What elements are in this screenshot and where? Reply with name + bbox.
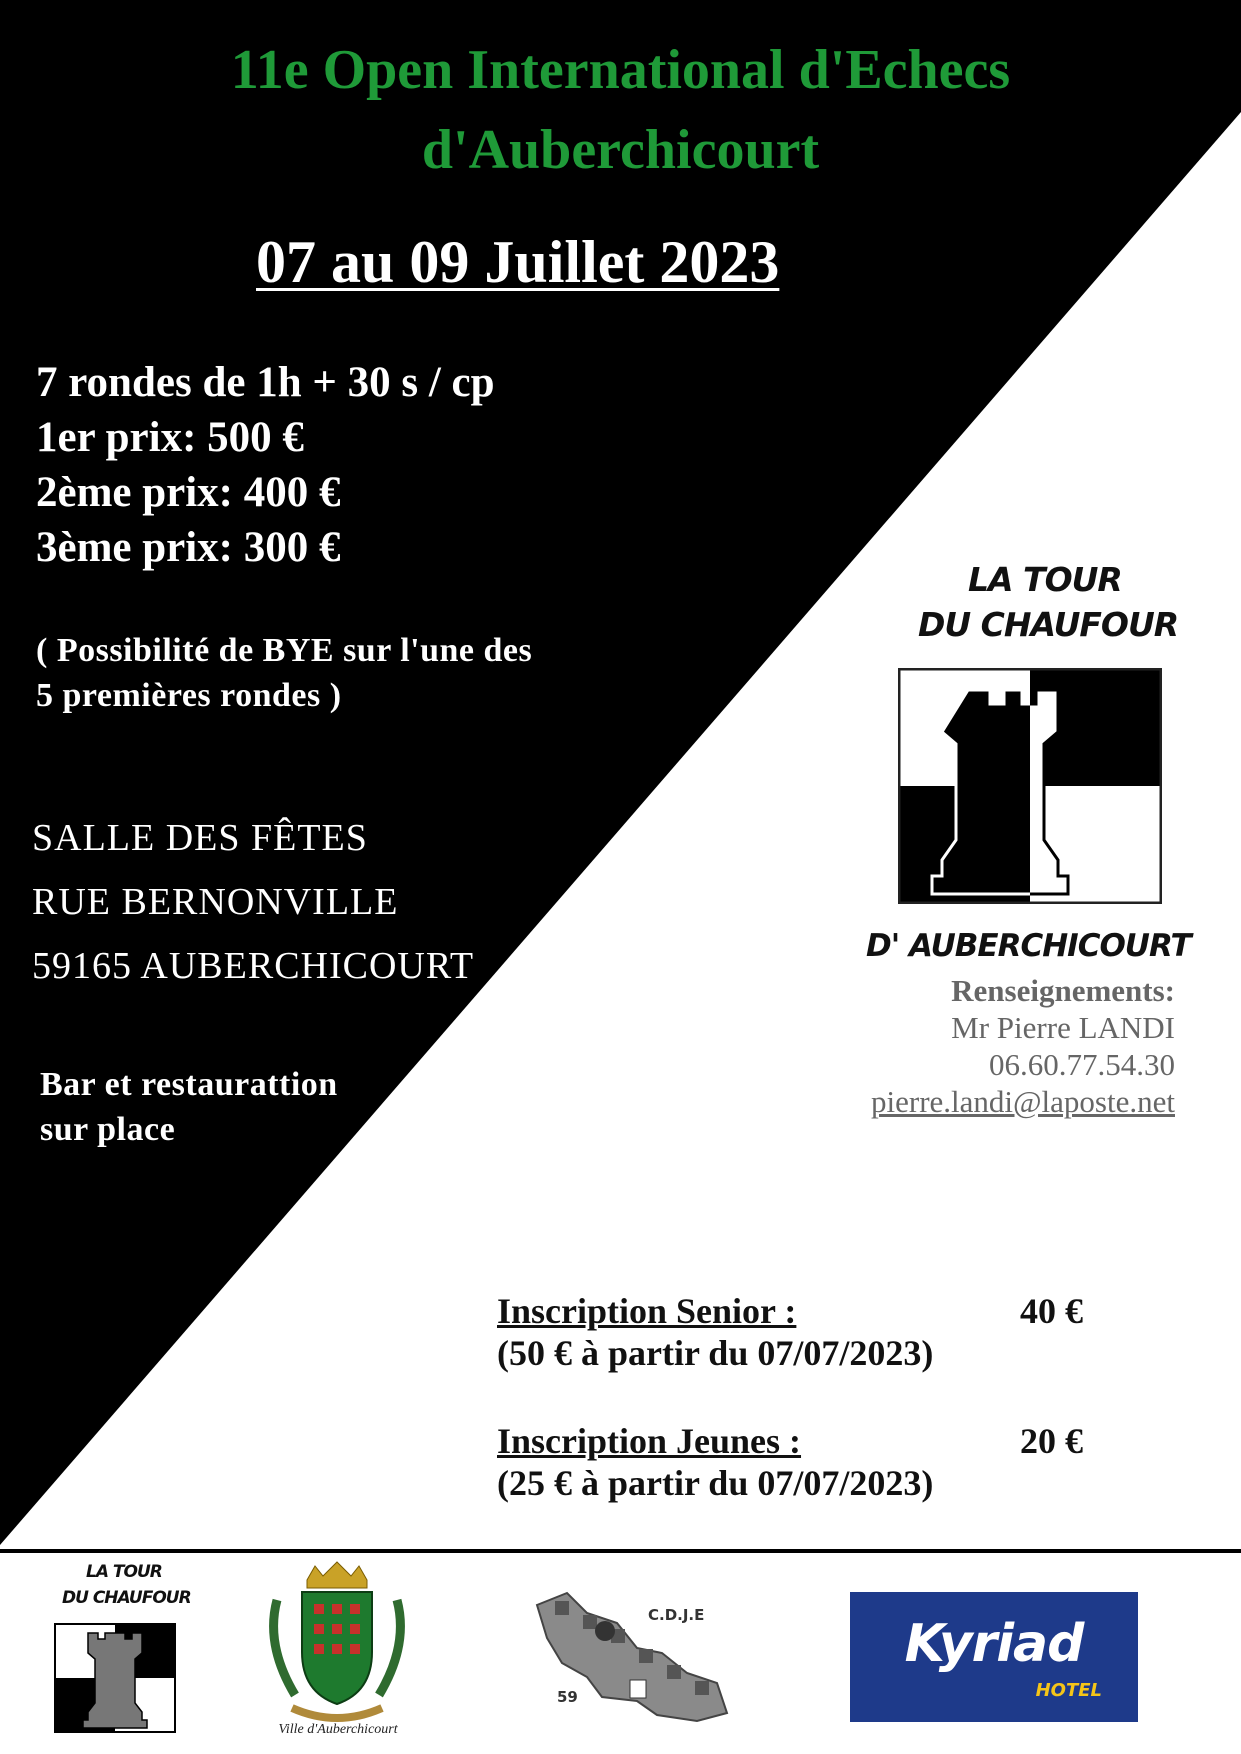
fee-senior-label: Inscription Senior : [497, 1291, 797, 1331]
town-crest-icon [262, 1560, 412, 1745]
club-logo-line-2: DU CHAUFOUR [918, 605, 1179, 644]
town-caption: Ville d'Auberchicourt [278, 1722, 398, 1737]
venue-city: 59165 AUBERCHICOURT [32, 945, 475, 987]
title-line-2: d'Auberchicourt [421, 119, 820, 181]
fee-youth-amount: 20 € [1020, 1421, 1083, 1461]
prize-second: 2ème prix: 400 € [36, 469, 341, 516]
club-logo-line-3: D' AUBERCHICOURT [866, 928, 1191, 964]
event-date: 07 au 09 Juillet 2023 [256, 229, 780, 295]
amenities-line-1: Bar et restaurattion [40, 1066, 338, 1103]
title-line-1: 11e Open International d'Echecs [230, 39, 1011, 101]
sponsor-club-line-2: DU CHAUFOUR [62, 1588, 191, 1608]
venue-street: RUE BERNONVILLE [32, 881, 399, 923]
contact-name: Mr Pierre LANDI [951, 1010, 1175, 1045]
sponsor-club-line-1: LA TOUR [86, 1562, 162, 1582]
contact-block [815, 972, 1175, 1120]
contact-phone: 06.60.77.54.30 [989, 1047, 1175, 1082]
bye-note-line-1: ( Possibilité de BYE sur l'une des [36, 632, 533, 669]
fee-senior-late: (50 € à partir du 07/07/2023) [497, 1333, 934, 1373]
cdje-number: 59 [557, 1688, 578, 1706]
chess-rook-icon [898, 668, 1162, 904]
kyriad-name: Kyriad [904, 1614, 1084, 1674]
prize-third: 3ème prix: 300 € [36, 524, 341, 571]
venue-address [32, 806, 474, 998]
rounds-format: 7 rondes de 1h + 30 s / cp [36, 359, 495, 406]
prize-list [36, 355, 495, 575]
contact-heading: Renseignements: [951, 973, 1175, 1008]
fee-youth-late: (25 € à partir du 07/07/2023) [497, 1463, 934, 1503]
fee-senior-amount: 40 € [1020, 1291, 1083, 1331]
fee-youth-label: Inscription Jeunes : [497, 1421, 802, 1461]
kyriad-sub: HOTEL [1035, 1680, 1102, 1701]
kyriad-hotel-logo [850, 1592, 1138, 1722]
amenities [40, 1062, 338, 1152]
contact-email[interactable]: pierre.landi@laposte.net [871, 1084, 1175, 1119]
venue-hall: SALLE DES FÊTES [32, 817, 368, 859]
footer-divider [0, 1549, 1241, 1553]
sponsor-club-rook-icon [54, 1623, 176, 1733]
bye-note-line-2: 5 premières rondes ) [36, 677, 342, 714]
cdje-label: C.D.J.E [648, 1606, 705, 1624]
amenities-line-2: sur place [40, 1111, 176, 1148]
prize-first: 1er prix: 500 € [36, 414, 304, 461]
club-logo-line-1: LA TOUR [968, 560, 1122, 599]
bye-note [36, 628, 532, 718]
